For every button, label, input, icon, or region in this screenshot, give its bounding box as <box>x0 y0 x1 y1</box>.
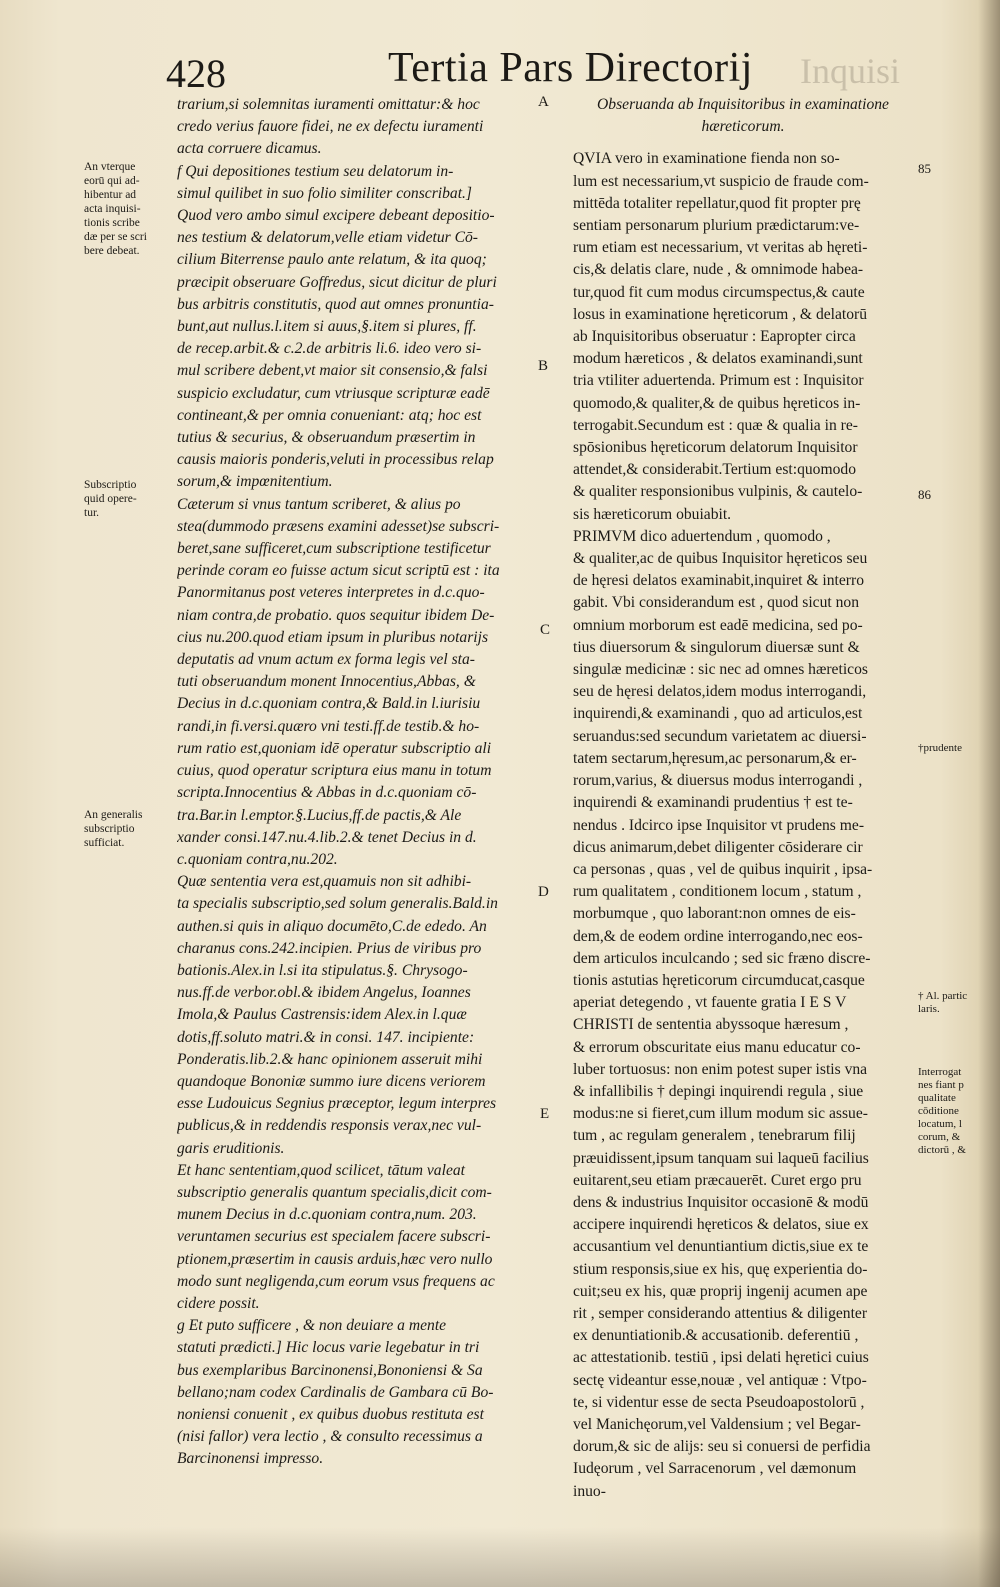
text-line: Ponderatis.lib.2.& hanc opinionem asseruit mihi <box>177 1050 483 1068</box>
text-line: perinde coram eo fuisse actum sicut scriptū est : ita <box>177 562 500 580</box>
text-line: inquirendi & examinandi prudentius † est te- <box>573 794 853 812</box>
text-line: randi,in fi.versi.quæro vni testi.ff.de testib.& ho- <box>177 717 480 735</box>
page-edge-shadow <box>978 0 1000 1587</box>
text-line: statuti prædicti.] Hic locus varie legebatur in tri <box>177 1339 480 1357</box>
note-line: Subscriptio <box>84 479 137 491</box>
text-line: dorum,& sic de alijs: seu si conuersi de perfidia <box>573 1438 871 1456</box>
text-line: subscriptio generalis quantum specialis,dicit com- <box>177 1183 492 1201</box>
text-line: terrogabit.Secundum est : quæ & qualia in re- <box>573 416 858 434</box>
text-line: omnium morborum est eadē medicina, sed po- <box>573 616 863 634</box>
text-line: tria vtiliter aduertenda. Primum est : Inquisitor <box>573 372 864 390</box>
section-letter-c: C <box>540 622 551 638</box>
text-line: ac attestationib. testiū , ipsi delati hęretici cuius <box>573 1349 869 1367</box>
text-line: losus in examinatione hęreticorum , & delatorū <box>573 305 868 323</box>
text-line: veruntamen securius est specialem facere subscri- <box>177 1228 491 1246</box>
text-line: cuius, quod operatur scriptura eius manu in totum <box>177 762 492 780</box>
text-line: sorum,& impœnitentium. <box>177 473 333 491</box>
text-line: cuit;seu ex his, quæ proprij ingenij acumen ape <box>573 1282 868 1300</box>
text-line: ex denuntiationib.& accusationib. deferentiū , <box>573 1327 859 1345</box>
text-line <box>573 138 913 148</box>
note-line: tur. <box>84 507 100 519</box>
text-line: niam contra,de probatio. quos sequitur ibidem De- <box>177 606 495 624</box>
text-line: tum , ac regulam generalem , tenebrarum filij <box>573 1127 856 1145</box>
text-line: simul quilibet in suo folio similiter conscribat.] <box>177 184 472 202</box>
text-line: c.quoniam contra,nu.202. <box>177 850 338 868</box>
text-line: modus:ne si fieret,cum illum modum sic assue- <box>573 1105 868 1123</box>
text-line: publicus,& in reddendis responsis verax,nec vul- <box>177 1117 482 1135</box>
section-letter-a: A <box>538 94 549 110</box>
text-line: de hęresi delatos examinabit,inquiret & interro <box>573 572 864 590</box>
text-line: PRIMVM dico aduertendum , quomodo , <box>573 527 831 545</box>
text-line: credo verius fauore fidei, ne ex defectu iuramenti <box>177 118 484 136</box>
text-line: præuidissent,ipsum tanquam sui laqueū facilius <box>573 1149 869 1167</box>
right-text-column <box>573 94 913 1503</box>
text-line: Et hanc sententiam,quod scilicet, tātum valeat <box>177 1161 465 1179</box>
note-line: quid opere- <box>84 493 137 505</box>
text-line: quomodo,& qualiter,& de quibus hęreticos in- <box>573 394 861 412</box>
text-line: sectę videantur esse,nouæ , vel antiquæ : Vtpo- <box>573 1371 867 1389</box>
text-line: lum est necessarium,vt suspicio de fraude com- <box>573 172 869 190</box>
text-line: ta specialis subscriptio,sed solum generalis.Bald.in <box>177 895 498 913</box>
text-line: Barcinonensi impresso. <box>177 1450 324 1468</box>
text-line: mittēda totaliter repellatur,quod fit propter prę <box>573 194 861 212</box>
text-line: bus exemplaribus Barcinonensi,Bononiensi & Sa <box>177 1361 483 1379</box>
text-line: dicus animarum,debet diligenter cōsiderare cir <box>573 838 863 856</box>
note-line: corum, & <box>918 1131 961 1143</box>
text-line: tutius & securius, & obseruandum præsertim in <box>177 429 476 447</box>
note-line: sufficiat. <box>84 837 125 849</box>
text-line: hæreticorum. <box>701 118 785 136</box>
text-line: trarium,si solemnitas iuramenti omittatur:& hoc <box>177 96 480 113</box>
text-line: tius diuersorum & singulorum diuersæ sunt & <box>573 638 860 656</box>
margin-number-86: 86 <box>918 487 931 502</box>
text-line: morbumque , quo laborant:non omnes de eis- <box>573 905 856 923</box>
text-line: deputatis ad vnum actum ex forma legis vel sta- <box>177 651 475 669</box>
text-line: Panormitanus post veteres interpretes in d.c.quo- <box>177 584 485 602</box>
text-line: singulæ medicinæ : sic nec ad omnes hæreticos <box>573 661 868 679</box>
text-line: bellano;nam codex Cardinalis de Gambara cū Bo- <box>177 1383 494 1401</box>
note-line: hibentur ad <box>84 189 137 201</box>
running-head: Tertia Pars Directorij <box>388 45 753 91</box>
text-line: cius nu.200.quod etiam ipsum in pluribus notarijs <box>177 628 489 646</box>
note-line: dæ per se scri <box>84 231 147 243</box>
note-line: An vterque <box>84 161 136 173</box>
text-line: cis,& delatis clare, nude , & omnimode habea- <box>573 261 864 279</box>
text-line: tatem sectarum,hęresum,ac personarum,& er- <box>573 749 857 767</box>
text-line: & qualiter responsionibus vulpinis, & cautelo- <box>573 483 863 501</box>
text-line: beret,sane sufficeret,cum subscriptione testificetur <box>177 540 491 558</box>
section-letter-b: B <box>538 358 549 374</box>
text-line: charanus cons.242.incipien. Prius de viribus pro <box>177 939 482 957</box>
text-line: seu de hęresi delatos,idem modus interrogandi, <box>573 683 867 701</box>
margin-number-85: 85 <box>918 161 931 176</box>
text-line: authen.si quis in aliquo documēto,C.de ededo. An <box>177 917 487 935</box>
text-line: aperiat detegendo , vt fauente gratia I E S V <box>573 994 847 1012</box>
text-line: Quod vero ambo simul excipere debeant depositio- <box>177 207 495 225</box>
text-line: tra.Bar.in l.emptor.§.Lucius,ff.de pactis,& Ale <box>177 806 462 824</box>
note-line: acta inquisi- <box>84 203 141 215</box>
text-line: Cæterum si vnus tantum scriberet, & alius po <box>177 495 461 513</box>
text-line: modum hæreticos , & delatos examinandi,sunt <box>573 350 863 368</box>
text-line: seruandus:sed secundum varietatem ac diuersi- <box>573 727 867 745</box>
text-line: gabit. Vbi considerandum est , quod sicut non <box>573 594 859 612</box>
text-line: quandoque Bononiæ summo iure dicens veriorem <box>177 1072 486 1090</box>
text-line: te, si videntur esse de secta Pseudoapostolorū , <box>573 1393 865 1411</box>
text-line: f Qui depositiones testium seu delatorum in- <box>177 162 454 180</box>
text-line: noniensi conuenit , ex quibus duobus restituta est <box>177 1405 484 1423</box>
text-line: rorum,varius, & diuersus modus interrogandi , <box>573 772 863 790</box>
text-line: nes testium & delatorum,velle etiam videtur Cō- <box>177 229 478 247</box>
note-line: An generalis <box>84 809 143 821</box>
text-line: attendet,& considerabit.Tertium est:quomodo <box>573 461 856 479</box>
margin-note-prudente: †prudente <box>918 742 962 754</box>
note-line: qualitate <box>918 1092 956 1104</box>
note-line: nes fiant p <box>918 1079 964 1091</box>
margin-note-3 <box>84 808 174 850</box>
text-line: tur,quod fit cum modus circumspectus,& caute <box>573 283 865 301</box>
text-line: xander consi.147.nu.4.lib.2.& tenet Decius in d. <box>177 828 477 846</box>
text-line: munem Decius in d.c.quoniam contra,num. 203. <box>177 1206 477 1224</box>
show-through-text: Inquisi <box>800 51 901 91</box>
text-line: & infallibilis † depingi inquirendi regula , siue <box>573 1082 864 1100</box>
left-text-column <box>177 94 527 1471</box>
text-line: sentiam personarum plurium prædictarum:ve- <box>573 217 860 235</box>
text-line: acta corruere dicamus. <box>177 140 322 158</box>
text-line: tionis astutias hęreticorum circumducat,casque <box>573 971 865 989</box>
text-line: contineant,& per omnia conueniant: atq; hoc est <box>177 406 482 424</box>
note-line: dictorū , & <box>918 1144 966 1156</box>
text-line: de recep.arbit.& c.2.de arbitris li.6. ideo vero si- <box>177 340 482 358</box>
text-line: stium responsis,siue ex his, quę experientia do- <box>573 1260 868 1278</box>
text-line: bationis.Alex.in l.si ita stipulatus.§. Chrysogo- <box>177 961 468 979</box>
text-line: Decius in d.c.quoniam contra,& Bald.in l.iurisiu <box>177 695 481 713</box>
text-line: scripta.Innocentius & Abbas in d.c.quoniam cō- <box>177 784 477 802</box>
text-line: accipere inquirendi hęreticos & delatos, siue ex <box>573 1216 869 1234</box>
text-line: modo sunt negligenda,cum eorum vsus frequens ac <box>177 1272 495 1290</box>
text-line: sis hæreticorum obuiabit. <box>573 505 732 523</box>
text-line: ptionem,præsertim in causis arduis,hæc vero nullo <box>177 1250 493 1268</box>
text-line: esse Ludouicus Segnius præceptor, legum interpres <box>177 1095 497 1113</box>
text-line: cilium Biterrense paulo ante relatum, & ita quoq; <box>177 251 487 269</box>
text-line: rum ratio est,quoniam idē operatur subscriptio ali <box>177 739 492 757</box>
text-line: bunt,aut nullus.l.item si auus,§.item si plures, ff. <box>177 318 477 336</box>
text-line: præcipit obseruare Goffredus, sicut dicitur de pluri <box>177 273 497 291</box>
text-line: accusantium vel denuntiantium dictis,siue ex te <box>573 1238 869 1256</box>
text-line: dens & industrius Inquisitor occasionē & modū <box>573 1193 869 1211</box>
text-line: dem,& de eodem ordine interrogando,nec eos- <box>573 927 863 945</box>
text-line: ab Inquisitoribus obseruatur : Eapropter circa <box>573 328 856 346</box>
note-line: subscriptio <box>84 823 135 835</box>
note-line: eorū qui ad- <box>84 175 140 187</box>
text-line: rit , semper considerando attentius & diligenter <box>573 1304 868 1322</box>
text-line: euitarent,seu etiam præcauerēt. Curet ergo pru <box>573 1171 862 1189</box>
note-line: locatum, l <box>918 1118 962 1130</box>
text-line: vel Manichęorum,vel Valdensium ; vel Begar- <box>573 1415 861 1433</box>
margin-note-2 <box>84 478 174 520</box>
page-number: 428 <box>166 51 226 96</box>
text-line: (nisi fallor) vera lectio , & consulto recessimus a <box>177 1428 483 1446</box>
text-line: suspicio excludatur, cum vtriusque scripturæ eadē <box>177 384 490 402</box>
text-line: ca personas , quas , vel de quibus inquirit , ipsa- <box>573 860 873 878</box>
page-bottom-shadow <box>0 1527 1000 1587</box>
text-line: dotis,ff.soluto matri.& in consi. 147. incipiente: <box>177 1028 475 1046</box>
note-line: laris. <box>918 1003 940 1015</box>
text-line: causis maioris ponderis,veluti in processibus relap <box>177 451 494 469</box>
text-line: inquirendi,& examinandi , quo ad articulos,est <box>573 705 863 723</box>
text-line: dem articulos inculcando ; sed sic fræno discre- <box>573 949 871 967</box>
margin-note-alias <box>918 990 998 1016</box>
text-line: spōsionibus hęreticorum delatorum Inquisitor <box>573 439 858 457</box>
text-line: mul scribere debent,vt maior sit consensio,& falsi <box>177 362 488 380</box>
note-line: † Al. partic <box>918 990 968 1002</box>
text-line: & errorum obscuritate eius manu educatur co- <box>573 1038 861 1056</box>
text-line: inuo- <box>573 1482 606 1500</box>
text-line: cidere possit. <box>177 1294 260 1312</box>
text-line: Imola,& Paulus Castrensis:idem Alex.in l.quæ <box>177 1006 467 1024</box>
text-line: Iudęorum , vel Sarracenorum , vel dæmonum <box>573 1460 857 1478</box>
section-letter-e: E <box>540 1106 550 1122</box>
text-line: & qualiter,ac de quibus Inquisitor hęreticos seu <box>573 550 868 568</box>
text-line: CHRISTI de sententia abyssoque hæresum , <box>573 1016 849 1034</box>
text-line: Quæ sententia vera est,quamuis non sit adhibi- <box>177 873 472 891</box>
text-line: nendus . Idcirco ipse Inquisitor vt prudens me- <box>573 816 865 834</box>
text-line: stea(dummodo præsens examini adesset)se subscri- <box>177 517 500 535</box>
section-letter-d: D <box>538 884 549 900</box>
text-line: QVIA vero in examinatione fienda non so- <box>573 150 840 168</box>
text-line: tuti obseruandum monent Innocentius,Abbas, & <box>177 673 476 691</box>
text-line: garis eruditionis. <box>177 1139 285 1157</box>
note-line: tionis scribe <box>84 217 140 229</box>
text-line: luber tortuosus: non enim potest super istis vna <box>573 1060 868 1078</box>
margin-note-1 <box>84 160 174 258</box>
text-line: Obseruanda ab Inquisitoribus in examinatione <box>597 96 889 113</box>
text-line: rum etiam est necessarium, vt veritas ab hęreti- <box>573 239 868 257</box>
text-line: nus.ff.de verbor.obl.& ibidem Angelus, Ioannes <box>177 984 471 1002</box>
note-line: cōditione <box>918 1105 959 1117</box>
note-line: bere debeat. <box>84 245 140 257</box>
text-line: g Et puto sufficere , & non deuiare a mente <box>177 1317 447 1335</box>
text-line: bus arbitris constitutis, quod aut omnes pronuntia- <box>177 295 494 313</box>
text-line: rum qualitatem , conditionem locum , statum , <box>573 883 862 901</box>
margin-note-interrogationes <box>918 1066 998 1157</box>
note-line: Interrogat <box>918 1066 962 1078</box>
